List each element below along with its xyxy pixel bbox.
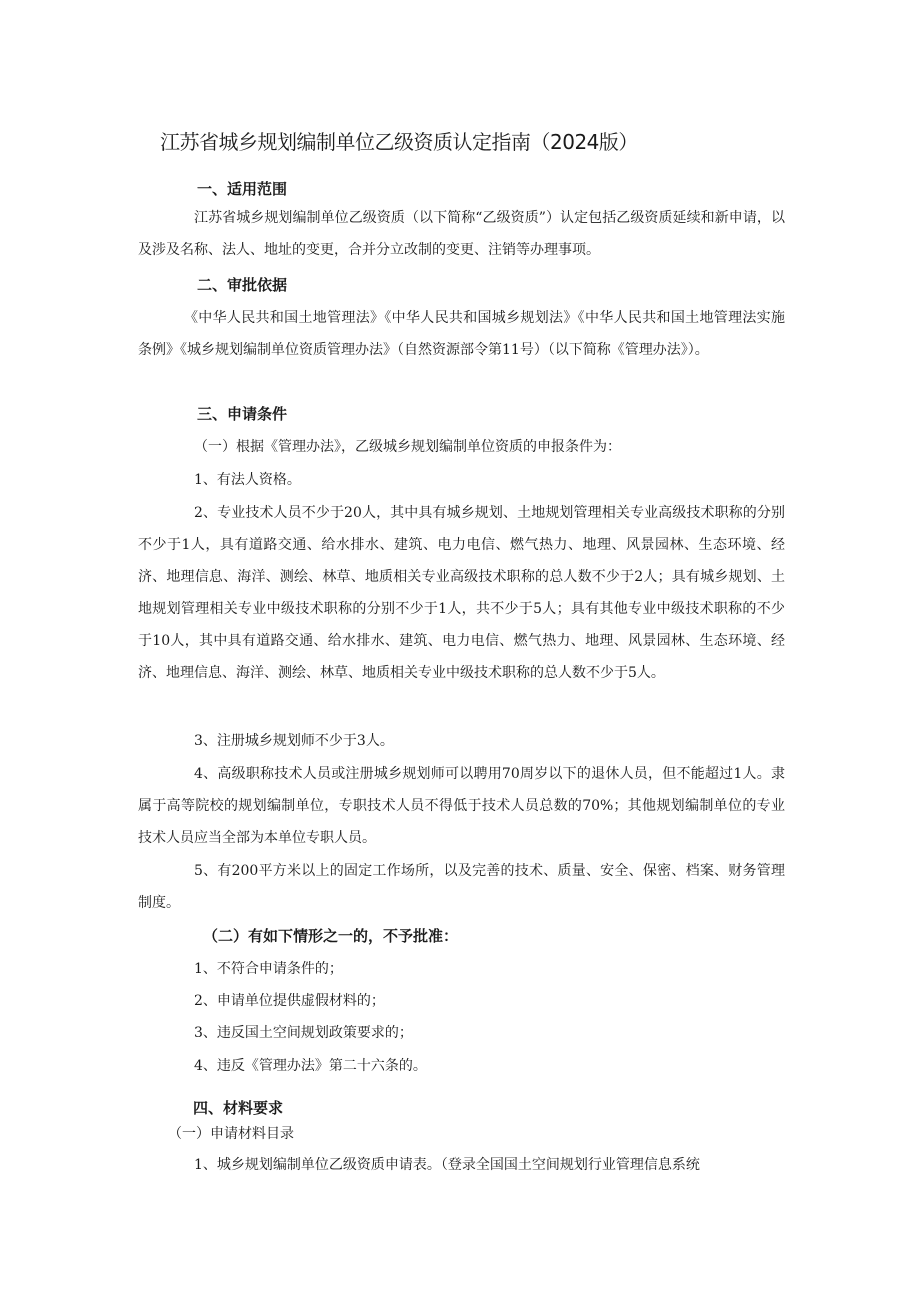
conditions-sub2: （二）有如下情形之一的，不予批准：: [203, 927, 459, 945]
conditions-item2: 2、专业技术人员不少于20人，其中具有城乡规划、土地规划管理相关专业高级技术职称的分别不少于1人，具有道路交通、给水排水、建筑、电力电信、燃气热力、地理、风景园林、生态环境、经济、地理信息、海洋、测绘、林草、地质相关专业高级技术职称的总人数不少于2人；具有城乡规划、土地规划管理相关专业中级技术职称的分别不少于1人，共不少于5人；具有其他专业中级技术职称的不少于10人，其中具有道路交通、给水排水、建筑、电力电信、燃气热力、地理、风景园林、生态环境、经济、地理信息、海洋、测绘、林草、地质相关专业中级技术职称的总人数不少于5人。: [138, 505, 785, 681]
section-heading-scope: 一、适用范围: [197, 180, 288, 198]
conditions-sub1: （一）根据《管理办法》，乙级城乡规划编制单位资质的申报条件为：: [194, 439, 621, 455]
rejection-item1: 1、不符合申请条件的；: [194, 961, 343, 977]
rejection-item4: 4、违反《管理办法》第二十六条的。: [194, 1058, 427, 1074]
section-body-scope: 江苏省城乡规划编制单位乙级资质（以下简称“乙级资质”）认定包括乙级资质延续和新申请，以及涉及名称、法人、地址的变更，合并分立改制的变更、注销等办理事项。: [138, 210, 785, 258]
rejection-item2: 2、申请单位提供虚假材料的；: [194, 993, 385, 1009]
document-title: 江苏省城乡规划编制单位乙级资质认定指南（2024版）: [160, 130, 638, 154]
conditions-item1: 1、有法人资格。: [194, 472, 301, 488]
conditions-item5: 5、有200平方米以上的固定工作场所，以及完善的技术、质量、安全、保密、档案、财务管理制度。: [138, 863, 785, 911]
section-body-basis: 《中华人民共和国土地管理法》《中华人民共和国城乡规划法》《中华人民共和国土地管理法实施条例》《城乡规划编制单位资质管理办法》（自然资源部令第11号）（以下简称《管理办法》）。: [138, 310, 785, 358]
section-heading-conditions: 三、申请条件: [197, 405, 288, 423]
conditions-item3: 3、注册城乡规划师不少于3人。: [194, 733, 394, 749]
materials-item1: 1、城乡规划编制单位乙级资质申请表。（登录全国国土空间规划行业管理信息系统: [194, 1157, 700, 1173]
conditions-item4: 4、高级职称技术人员或注册城乡规划师可以聘用70周岁以下的退休人员，但不能超过1人。隶属于高等院校的规划编制单位，专职技术人员不得低于技术人员总数的70%；其他规划编制单位的专业技术人员应当全部为本单位专职人员。: [138, 766, 785, 846]
section-heading-basis: 二、审批依据: [197, 276, 288, 294]
rejection-item3: 3、违反国土空间规划政策要求的；: [194, 1025, 413, 1041]
section-heading-materials: 四、材料要求: [193, 1099, 284, 1117]
materials-sub1: （一）申请材料目录: [168, 1126, 294, 1142]
